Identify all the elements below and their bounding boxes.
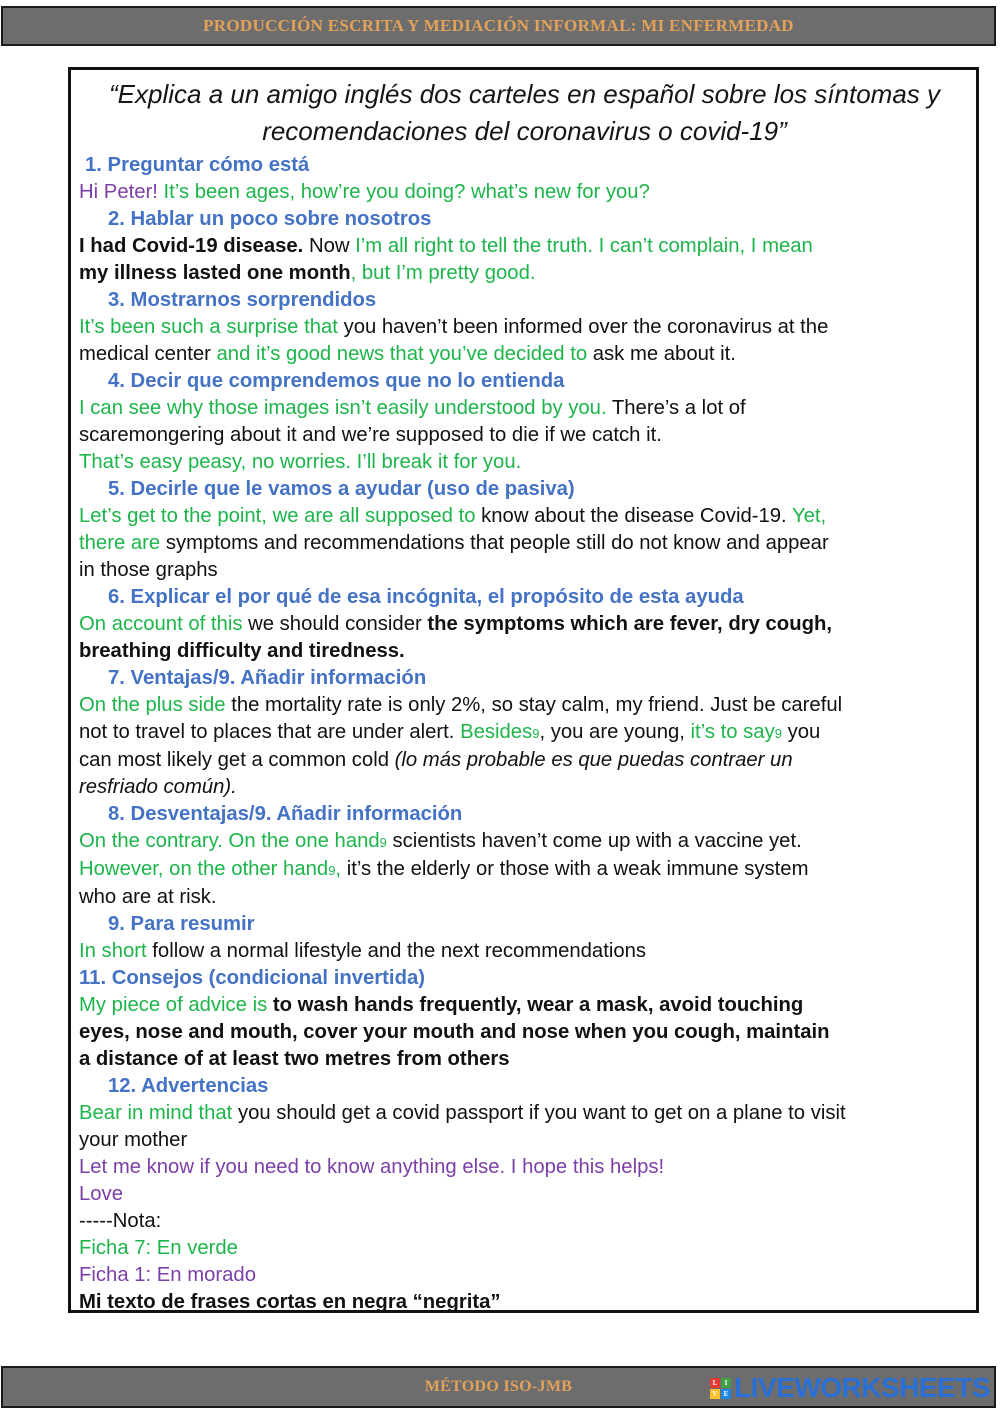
logo-text: LIVEWORKSHEETS bbox=[734, 1372, 990, 1403]
section-5-line-1: Let’s get to the point, we are all supposed to know about the disease Covid-19. Yet, bbox=[79, 505, 827, 527]
section-8-line-2: However, on the other hand9, it’s the elderly or those with a weak immune system bbox=[79, 858, 809, 880]
section-heading-8: 8. Desventajas/9. Añadir información bbox=[108, 803, 463, 825]
prompt-line-2: recomendaciones del coronavirus o covid-19” bbox=[262, 116, 787, 146]
prompt-line-1: “Explica a un amigo inglés dos carteles en español sobre los síntomas y bbox=[109, 79, 940, 109]
closing-line: Let me know if you need to know anything else. I hope this helps! bbox=[79, 1156, 665, 1178]
section-7-line-3: can most likely get a common cold (lo más probable es que puedas contraer un bbox=[79, 749, 793, 771]
section-heading-6: 6. Explicar el por qué de esa incógnita, el propósito de esta ayuda bbox=[108, 586, 744, 608]
footer-method: MÉTODO ISO-JMB bbox=[424, 1378, 573, 1395]
section-8-line-1: On the contrary. On the one hand9 scientists haven’t come up with a vaccine yet. bbox=[79, 830, 802, 852]
section-heading-11: 11. Consejos (condicional invertida) bbox=[79, 967, 425, 989]
section-heading-7: 7. Ventajas/9. Añadir información bbox=[108, 667, 427, 689]
section-4-line-1: I can see why those images isn’t easily understood by you. There’s a lot of bbox=[79, 397, 746, 419]
section-2-line-2: my illness lasted one month, but I’m pretty good. bbox=[79, 262, 536, 284]
section-9-line-1: In short follow a normal lifestyle and the next recommendations bbox=[79, 940, 647, 962]
section-heading-12: 12. Advertencias bbox=[108, 1075, 269, 1097]
section-8-line-3: who are at risk. bbox=[79, 886, 217, 908]
section-heading-1: 1. Preguntar cómo está bbox=[85, 154, 310, 176]
section-4-line-2: scaremongering about it and we’re supposed to die if we catch it. bbox=[79, 424, 662, 446]
section-3-line-1: It’s been such a surprise that you haven’t been informed over the coronavirus at the bbox=[79, 316, 829, 338]
section-heading-4: 4. Decir que comprendemos que no lo entienda bbox=[108, 370, 565, 392]
section-4-line-3: That’s easy peasy, no worries. I’ll break it for you. bbox=[79, 451, 522, 473]
header-bar bbox=[1, 6, 996, 46]
section-11-line-2: eyes, nose and mouth, cover your mouth and nose when you cough, maintain bbox=[79, 1021, 830, 1043]
section-heading-9: 9. Para resumir bbox=[108, 913, 255, 935]
section-1-line-1: Hi Peter! It’s been ages, how’re you doing? what’s new for you? bbox=[79, 181, 650, 203]
note-ficha-1: Ficha 1: En morado bbox=[79, 1264, 256, 1286]
logo-blocks-icon: L I V E bbox=[710, 1378, 731, 1399]
content bbox=[79, 76, 970, 1316]
section-12-line-2: your mother bbox=[79, 1129, 188, 1151]
section-6-line-2: breathing difficulty and tiredness. bbox=[79, 640, 405, 662]
section-7-line-1: On the plus side the mortality rate is only 2%, so stay calm, my friend. Just be careful bbox=[79, 694, 843, 716]
note-ficha-7: Ficha 7: En verde bbox=[79, 1237, 238, 1259]
section-2-line-1: I had Covid-19 disease. Now I’m all right to tell the truth. I can’t complain, I mean bbox=[79, 235, 813, 257]
footer-bar bbox=[1, 1366, 996, 1408]
note-negrita: Mi texto de frases cortas en negra “negrita” bbox=[79, 1291, 501, 1313]
section-11-line-1: My piece of advice is to wash hands frequently, wear a mask, avoid touching bbox=[79, 994, 804, 1016]
content-frame bbox=[68, 67, 979, 1313]
section-5-line-2: there are symptoms and recommendations that people still do not know and appear bbox=[79, 532, 829, 554]
header-title: PRODUCCIÓN ESCRITA Y MEDIACIÓN INFORMAL: MI ENFERMEDAD bbox=[203, 16, 794, 35]
section-12-line-1: Bear in mind that you should get a covid passport if you want to get on a plane to visit bbox=[79, 1102, 846, 1124]
section-7-line-2: not to travel to places that are under alert. Besides9, you are young, it’s to say9 you bbox=[79, 721, 821, 743]
prompt-title bbox=[79, 76, 970, 150]
section-3-line-2: medical center and it’s good news that you’ve decided to ask me about it. bbox=[79, 343, 736, 365]
closing-love: Love bbox=[79, 1183, 123, 1205]
section-heading-2: 2. Hablar un poco sobre nosotros bbox=[108, 208, 432, 230]
note-label: -----Nota: bbox=[79, 1210, 162, 1232]
section-11-line-3: a distance of at least two metres from others bbox=[79, 1048, 510, 1070]
section-heading-5: 5. Decirle que le vamos a ayudar (uso de pasiva) bbox=[108, 478, 575, 500]
section-5-line-3: in those graphs bbox=[79, 559, 218, 581]
section-heading-3: 3. Mostrarnos sorprendidos bbox=[108, 289, 377, 311]
liveworksheets-logo[interactable] bbox=[710, 1372, 990, 1404]
section-6-line-1: On account of this we should consider the symptoms which are fever, dry cough, bbox=[79, 613, 832, 635]
section-7-line-4: resfriado común). bbox=[79, 776, 237, 798]
